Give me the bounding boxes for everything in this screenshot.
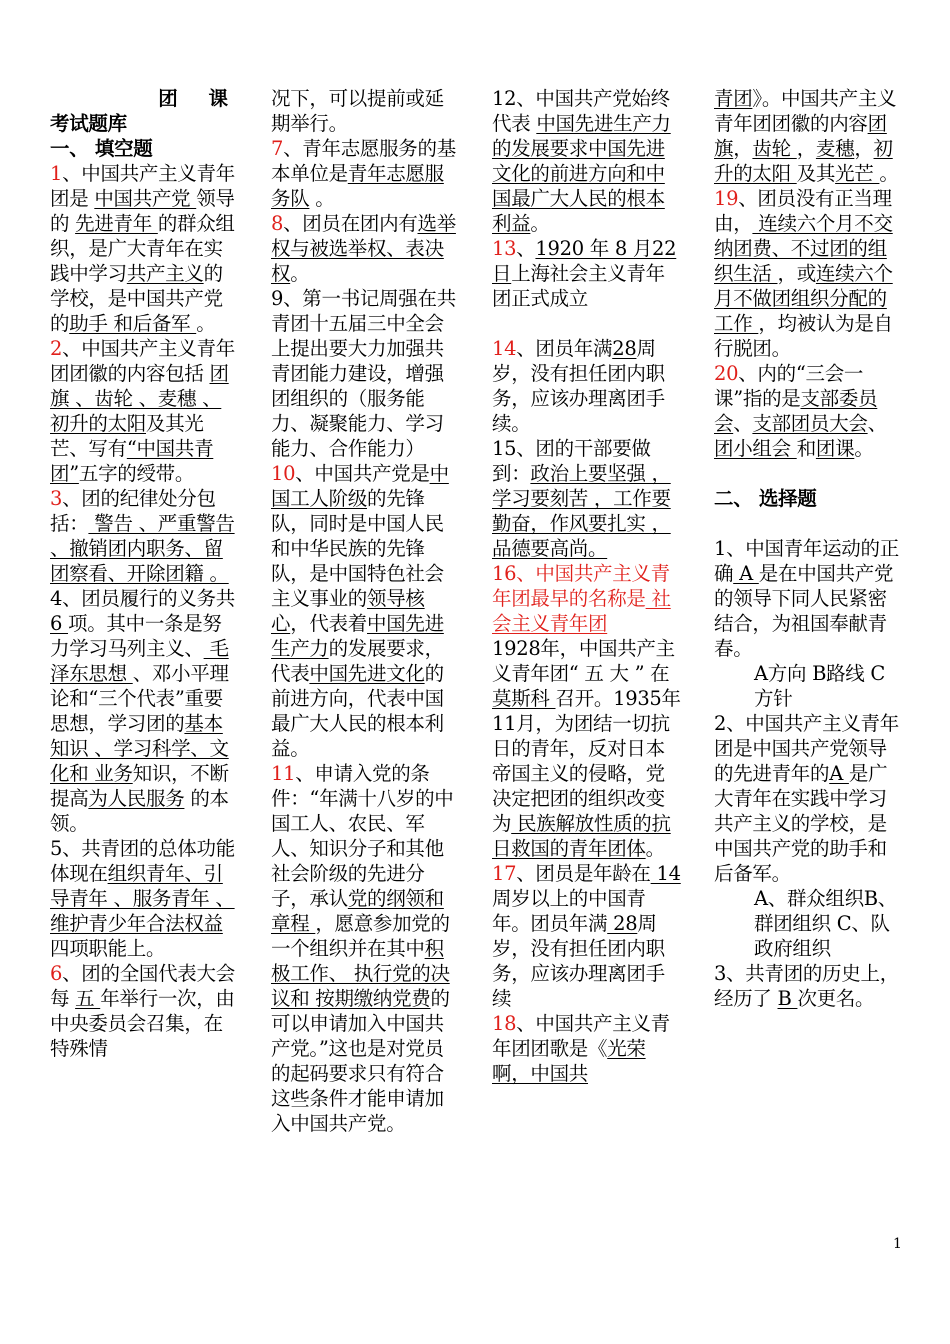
question-5: 5、共青团的总体功能体现在组织青年、引导青年 、服务青年 、维护青少年合法权益 四项职能上。 [50, 837, 235, 960]
question-18-continued: 青团》。中国共产主义青年团团徽的内容团旗，齿轮 ，麦穗，初升的太阳 及其光芒 。 [714, 87, 899, 185]
spacer [492, 311, 682, 336]
column-3 [492, 86, 682, 1086]
question-20: 20、内的“三会一课”指的是支部委员会、支部团员大会、 团小组会 和团课。 [714, 362, 887, 460]
title-line-2: 考试题库 [50, 112, 127, 135]
choice-question-2: 2、中国共产主义青年团是中国共产党领导的先进青年的A 是广大青年在实践中学习共产主义的学校，是中国共产党的助手和后备军。 [714, 712, 899, 885]
column-2 [271, 86, 461, 1136]
question-13: 13、1920 年 8 月22 日上海社会主义青年团正式成立 [492, 237, 677, 310]
question-19: 19、团员没有正当理由， 连续六个月不交纳团费、不过团的组织生活 ，或连续六个月不做团组织分配的工作 ，均被认为是自行脱团。 [714, 187, 893, 360]
question-15: 15、团的干部要做到：政治上要坚强 ，学习要刻苦 ，工作要勤奋，作风要扎实 ，品德要高尚。 [492, 437, 671, 560]
question-6-continued: 况下，可以提前或延期举行。 [271, 87, 444, 135]
spacer [714, 511, 904, 536]
question-17: 17、团员是年龄在 14 周岁以上的中国青年。团员年满 28周岁，没有担任团内职务，应该办理离团手续 [492, 862, 681, 1010]
question-11: 11、申请入党的条件：“年满十八岁的中国工人、农民、军人、知识分子和其他社会阶级的先进分子，承认党的纲领和 章程 ，愿意参加党的一个组织并在其中积极工作、 执行党的决议和 按期缴纳党费的可以申请加入中国共产党。”这也是对党员的起码要求只有符合这些条件才能申请加入中国共产党。 [271, 762, 454, 1135]
column-4 [714, 86, 904, 1011]
question-10: 10、中国共产党是中国工人阶级的先锋队，同时是中国人民和中华民族的先锋队，是中国特色社会主义事业的领导核心，代表着中国先进生产力的发展要求，代表中国先进文化的前进方向，代表中国最广大人民的根本利益。 [271, 462, 449, 760]
choice-1-options: A方向 B路线 C方针 [754, 662, 886, 710]
question-8: 8、团员在团内有选举权与被选举权、表决权。 [271, 212, 456, 285]
question-16: 16、中国共产主义青年团最早的名称是 社会主义青年团 [492, 562, 671, 635]
question-2: 2、中国共产主义青年团团徽的内容包括 团旗 、齿轮 、麦穗 、初升的太阳及其光芒、写有“中国共青团”五字的绶带。 [50, 337, 235, 485]
question-6: 6、团的全国代表大会每 五 年举行一次，由中央委员会召集，在特殊情 [50, 962, 235, 1060]
choice-2-options: A、群众组织B、群团组织 C、队政府组织 [754, 887, 898, 960]
question-4: 4、团员履行的义务共 6 项。其中一条是努力学习马列主义、 毛泽东思想 、邓小平理论和“三个代表”重要思想，学习团的基本知识 、学习科学、文化和 业务知识，不断提高为人民服务 的本领。 [50, 587, 235, 835]
title-line-1: 团 课 [158, 87, 240, 110]
question-7: 7、青年志愿服务的基本单位是青年志愿服务队 。 [271, 137, 456, 210]
choice-question-3: 3、共青团的历史上，经历了 B 次更名。 [714, 962, 899, 1010]
question-1: 1、中国共产主义青年团是 中国共产党 领导的 先进青年 的群众组织，是广大青年在实践中学习共产主义的学校，是中国共产党的助手 和后备军 。 [50, 162, 235, 335]
spacer [714, 461, 904, 486]
page-number: 1 [893, 1236, 902, 1252]
column-1 [50, 86, 240, 1061]
section-heading-choice: 二、 选择题 [714, 487, 817, 510]
paragraph-1928: 1928年，中国共产主义青年团“ 五 大 ” 在莫斯科 召开。1935年11月，为团结一切抗日的青年，反对日本帝国主义的侵略，党决定把团的组织改变为 民族解放性质的抗日救国的青年团体。 [492, 637, 681, 860]
question-18: 18、中国共产主义青年团团歌是《光荣啊，中国共 [492, 1012, 670, 1085]
choice-question-1: 1、中国青年运动的正确 A 是在中国共产党的领导下同人民紧密结合，为祖国奉献青春。 [714, 537, 899, 660]
question-12: 12、中国共产党始终代表 中国先进生产力的发展要求中国先进文化的前进方向和中国最广大人民的根本利益。 [492, 87, 671, 235]
section-heading-fill-in: 一、 填空题 [50, 137, 153, 160]
question-9: 9、第一书记周强在共青团十五届三中全会上提出要大力加强共青团能力建设，增强团组织的（服务能力、凝聚能力、学习能力、合作能力） [271, 287, 456, 460]
question-3: 3、团的纪律处分包括： 警告 、严重警告 、撤销团内职务、留团察看、开除团籍 。 [50, 487, 235, 585]
question-14: 14、团员年满28周岁，没有担任团内职务，应该办理离团手续。 [492, 337, 665, 435]
